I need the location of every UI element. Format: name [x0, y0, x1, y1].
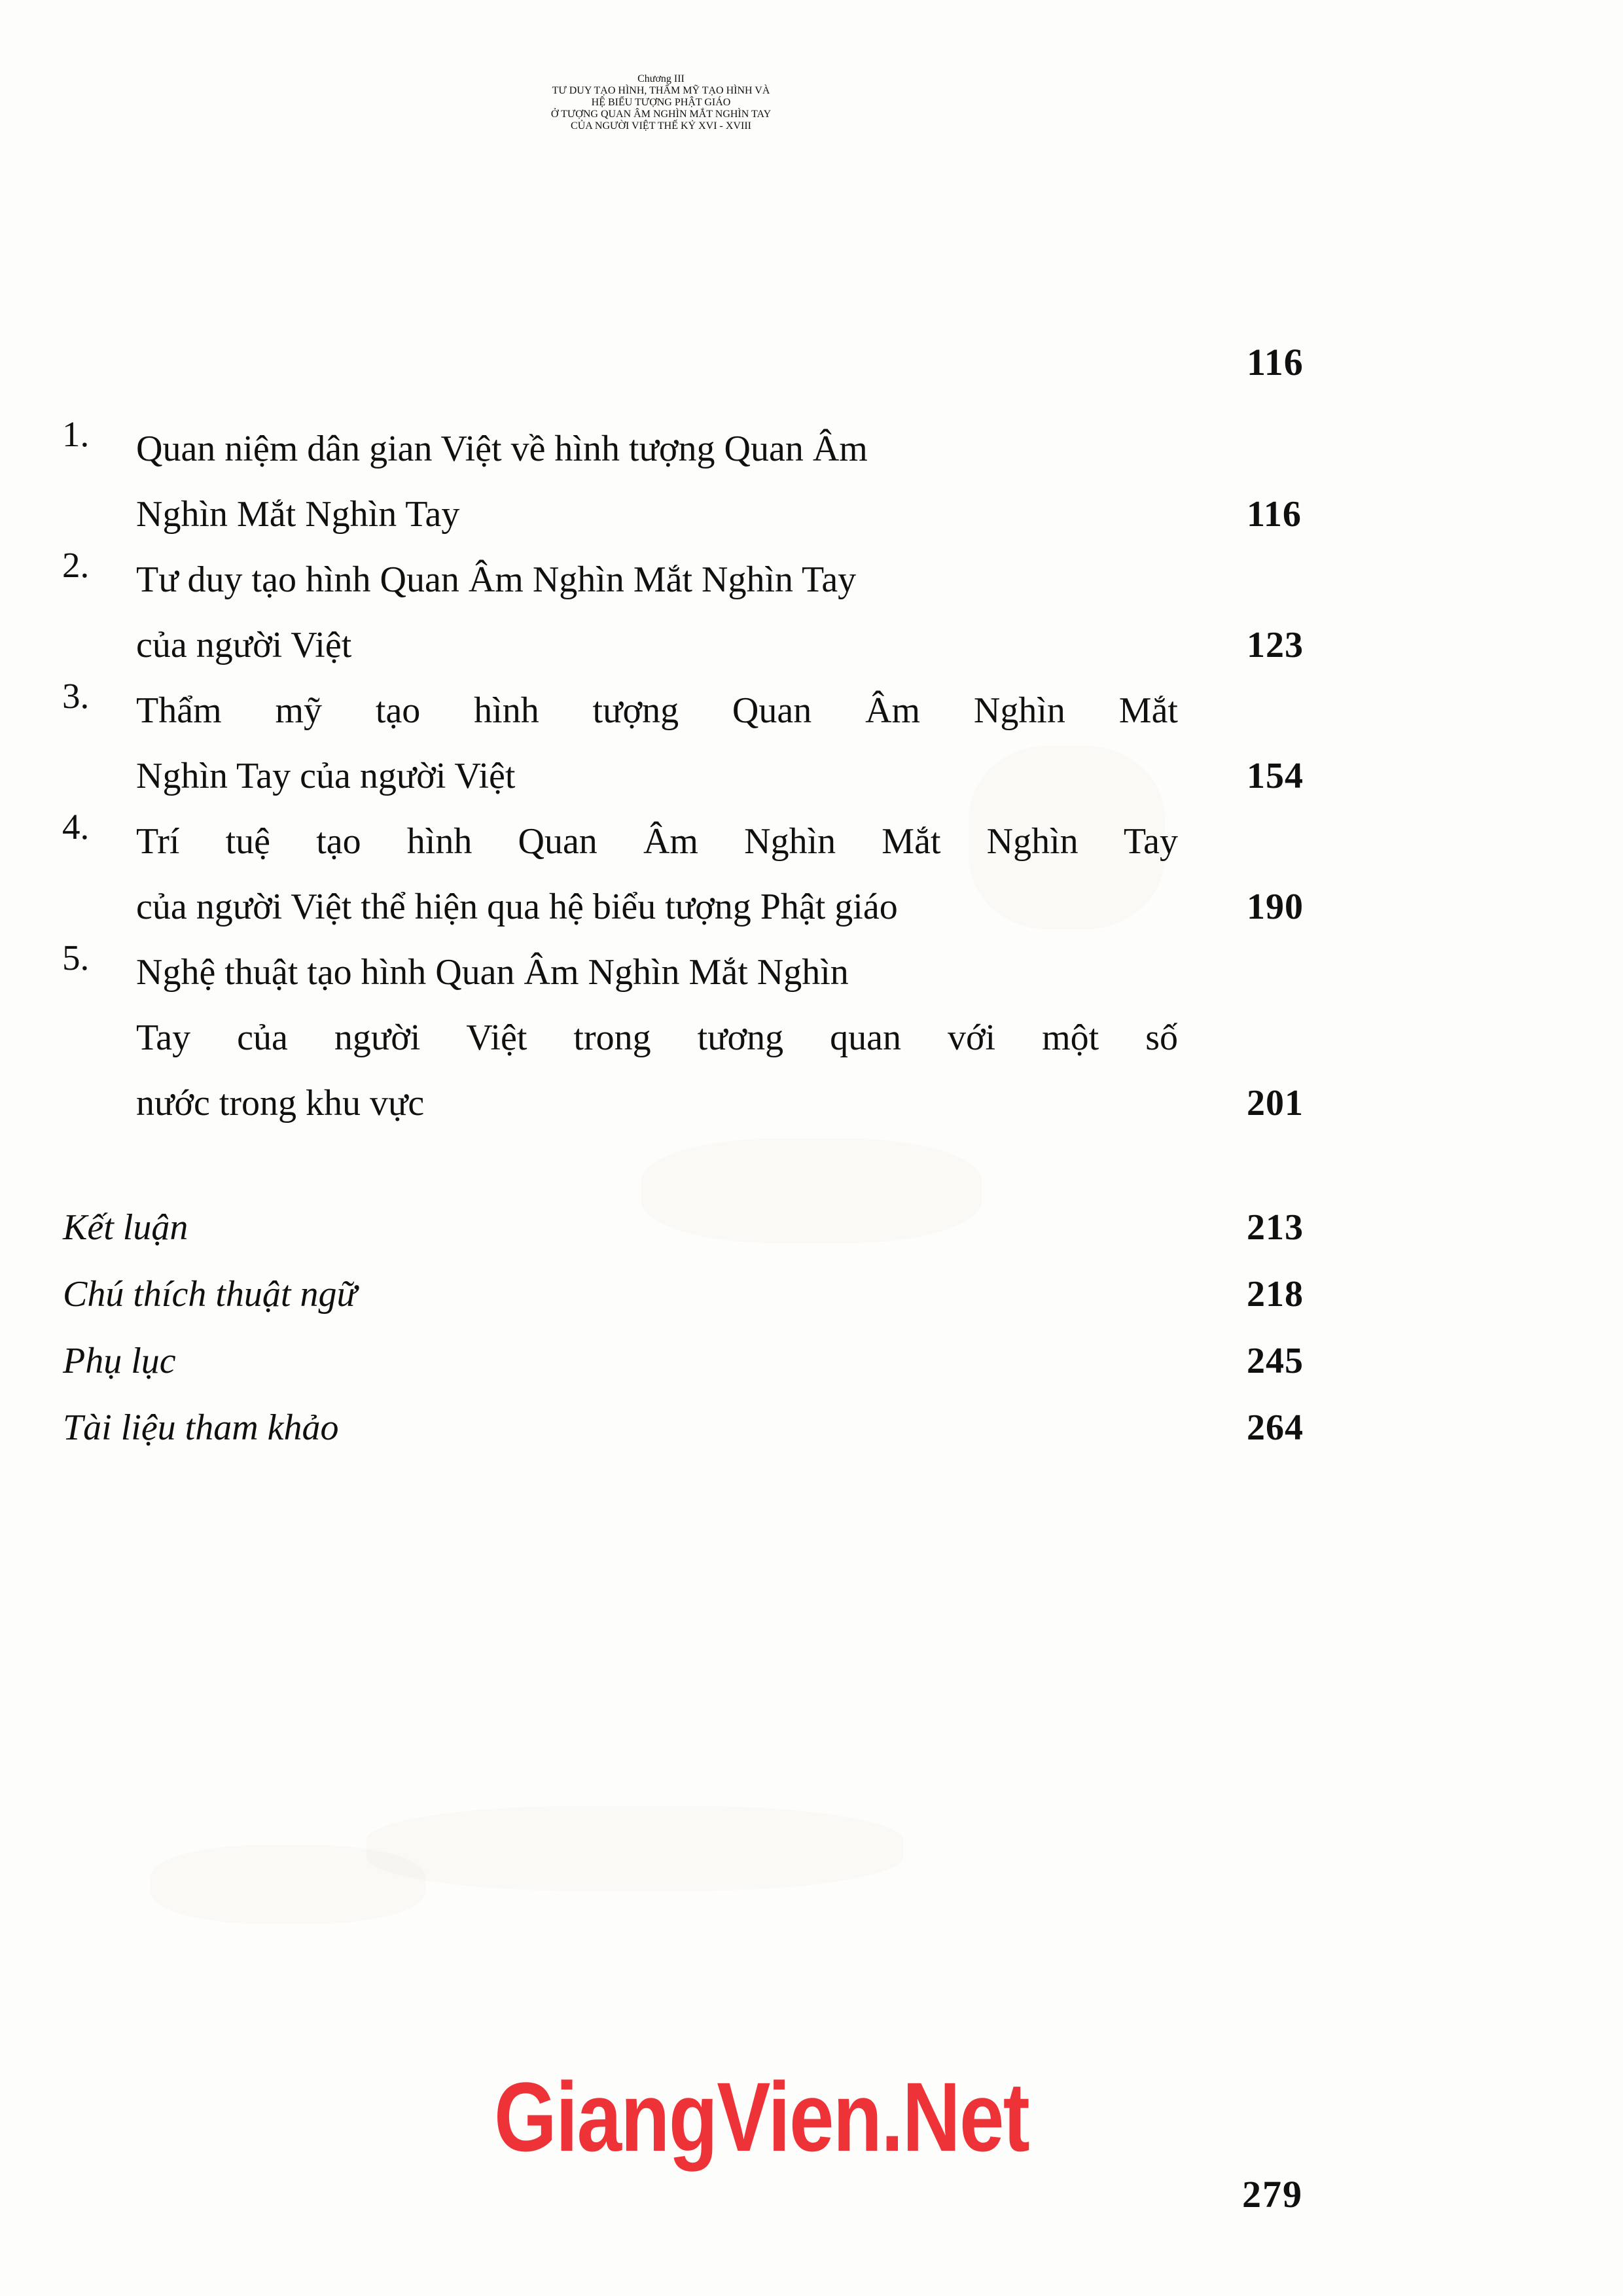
- toc-entry-line: [136, 482, 1302, 547]
- toc-entry-number: 5.: [62, 938, 90, 978]
- chapter-title-line-3: Ở TƯỢNG QUAN ÂM NGHÌN MẮT NGHÌN TAY: [550, 109, 772, 120]
- back-matter-label: Phụ lục: [63, 1341, 176, 1381]
- back-matter-page-number: 264: [1247, 1407, 1304, 1448]
- toc-entry-lines: [136, 416, 1302, 547]
- toc-entry-number: 3.: [62, 676, 90, 716]
- toc-entry-page-number: 190: [1247, 887, 1304, 927]
- back-matter-label: Kết luận: [63, 1207, 188, 1248]
- toc-entry-page-number: 154: [1247, 756, 1304, 796]
- toc-entry-lines: [136, 547, 1304, 678]
- back-matter-list: [0, 1194, 1623, 1461]
- back-matter-label: Chú thích thuật ngữ: [63, 1274, 357, 1315]
- chapter-label: Chương III: [637, 73, 685, 84]
- toc-entry-text: Tư duy tạo hình Quan Âm Nghìn Mắt Nghìn Tay: [136, 559, 857, 600]
- scan-artifact: [151, 1845, 425, 1924]
- back-matter-label: Tài liệu tham khảo: [63, 1407, 339, 1448]
- chapter-title-line-4: CỦA NGƯỜI VIỆT THẾ KỶ XVI - XVIII: [571, 120, 751, 132]
- toc-entry-number: 2.: [62, 545, 90, 585]
- toc-entry[interactable]: [0, 547, 1623, 678]
- toc-entry-lines: [136, 809, 1304, 940]
- toc-entry[interactable]: [0, 809, 1623, 940]
- scan-artifact: [366, 1806, 903, 1891]
- toc-entry-line: [136, 874, 1304, 940]
- toc-entry-line: [136, 612, 1304, 678]
- back-matter-page-number: 245: [1247, 1341, 1304, 1381]
- toc-entry-lines: [136, 678, 1304, 809]
- toc-entry-line: [136, 940, 1178, 1005]
- back-matter-row[interactable]: [0, 1261, 1623, 1328]
- toc-entry-line: [136, 1005, 1178, 1070]
- chapter-page-number: 116: [1247, 341, 1304, 383]
- back-matter-row[interactable]: [0, 1194, 1623, 1261]
- site-watermark: GiangVien.Net: [494, 2062, 1029, 2172]
- toc-entry-text: Thẩm mỹ tạo hình tượng Quan Âm Nghìn Mắt: [136, 690, 1178, 731]
- toc-entry-text: Quan niệm dân gian Việt về hình tượng Quan Âm: [136, 429, 868, 469]
- toc-entry-text: Nghìn Tay của người Việt: [136, 756, 516, 796]
- toc-entry-text: Nghệ thuật tạo hình Quan Âm Nghìn Mắt Nghìn: [136, 952, 849, 993]
- toc-entry-text: Tay của người Việt trong tương quan với một số: [136, 1017, 1178, 1058]
- toc-entry-page-number: 116: [1247, 494, 1302, 535]
- toc-entry-page-number: 201: [1247, 1083, 1304, 1123]
- toc-entry-text: Trí tuệ tạo hình Quan Âm Nghìn Mắt Nghìn Tay: [136, 821, 1178, 862]
- toc-entry-line: [136, 743, 1304, 809]
- toc-entry-line: [136, 678, 1178, 743]
- toc-entry-number: 1.: [62, 414, 90, 454]
- back-matter-row[interactable]: [0, 1394, 1623, 1461]
- page-folio-number: 279: [1242, 2173, 1303, 2216]
- table-of-contents: [0, 416, 1623, 1136]
- toc-entry-line: [136, 1070, 1304, 1136]
- toc-entry-number: 4.: [62, 807, 90, 847]
- toc-entry[interactable]: [0, 678, 1623, 809]
- toc-entry-line: [136, 547, 1178, 612]
- toc-entry-text: của người Việt thể hiện qua hệ biểu tượng Phật giáo: [136, 887, 898, 927]
- toc-entry-text: của người Việt: [136, 625, 352, 665]
- chapter-title-line-1: TƯ DUY TẠO HÌNH, THẨM MỸ TẠO HÌNH VÀ: [552, 85, 770, 96]
- toc-entry-lines: [136, 940, 1304, 1136]
- toc-entry[interactable]: [0, 940, 1623, 1136]
- toc-entry-text: nước trong khu vực: [136, 1083, 425, 1123]
- toc-entry-line: [136, 809, 1178, 874]
- chapter-heading: [98, 73, 1224, 132]
- back-matter-row[interactable]: [0, 1328, 1623, 1394]
- toc-entry[interactable]: [0, 416, 1623, 547]
- back-matter-page-number: 213: [1247, 1207, 1304, 1248]
- back-matter-page-number: 218: [1247, 1274, 1304, 1315]
- toc-entry-line: [136, 416, 1178, 482]
- toc-entry-page-number: 123: [1247, 625, 1304, 665]
- chapter-title-line-2: HỆ BIỂU TƯỢNG PHẬT GIÁO: [591, 97, 731, 108]
- toc-entry-text: Nghìn Mắt Nghìn Tay: [136, 494, 460, 535]
